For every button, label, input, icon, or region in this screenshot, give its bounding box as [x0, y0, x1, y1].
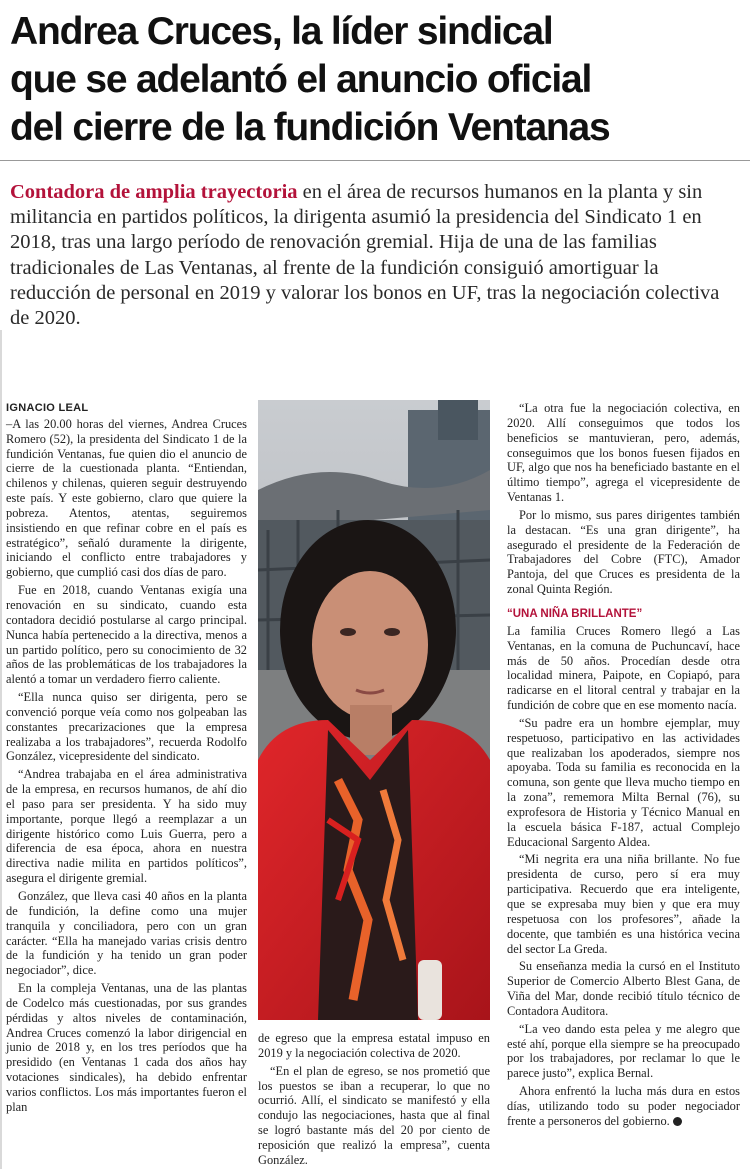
section-subhead: “UNA NIÑA BRILLANTE” [507, 607, 643, 620]
body-paragraph-final [507, 1084, 740, 1129]
body-paragraph: “Ella nunca quiso ser dirigenta, pero se convenció porque veía como nos golpeaban las constantes precarizaciones que la empresa realizaba a los trabajadores”, recuerda Rodolfo González, vicepresidente del sindicato. [6, 690, 247, 764]
page-edge [0, 330, 2, 1169]
header-divider [0, 160, 750, 161]
portrait-image [258, 400, 490, 1020]
byline: IGNACIO LEAL [6, 402, 89, 414]
body-paragraph: –A las 20.00 horas del viernes, Andrea Cruces Romero (52), la presidenta del Sindicato 1 de la fundición Ventanas, fue quien dio el anuncio de cierre de la cuestionada planta. “Entiendan, chilenos y chilenas, quieren seguir destruyendo este país. Y este gobierno, claro que quiere la pobreza. Atentos, atentas, seguiremos insistiendo en que refinar cobre en el país es estratégico”, señaló duramente la dirigente, iniciando el conflicto entre trabajadores y gobierno, que cumplió casi dos días de paro. [6, 416, 247, 580]
body-paragraph: En la compleja Ventanas, una de las plantas de Codelco más cuestionadas, por sus grandes pérdidas y altos niveles de contaminación, Andrea Cruces comenzó la labor dirigencial en junio de 2018 y, en los tres períodos que ha presidido (en Ventanas 1 cada dos años hay votaciones sindicales), ha debido enfrentar varios conflictos. Los más importantes fueron el plan [6, 981, 247, 1114]
column-2 [258, 1031, 490, 1171]
column-1 [6, 401, 247, 1118]
body-paragraph: “Su padre era un hombre ejemplar, muy respetuoso, participativo en las actividades que realizaban los apoderados, siempre nos apoyaba. Toda su familia es reconocida en la comuna, son gente que lleva mucho tiempo en la zona”, rememora Milta Bernal (76), su exprofesora de Historia y Técnico Manual en la escuela básica F-187, actual Complejo Educacional Sargento Aldea. [507, 715, 740, 849]
column-3 [507, 401, 740, 1132]
lead-kicker: Contadora de amplia trayectoria [10, 181, 298, 203]
final-text: Ahora enfrentó la lucha más dura en estos días, utilizando todo su poder negociador frente a personeros del gobierno. [507, 1084, 740, 1128]
body-paragraph: “En el plan de egreso, se nos prometió que los puestos se iban a recuperar, lo que no ocurrió. Allí, el sindicato se manifestó y ella condujo las negociaciones, hasta que al final se logró bastante más del 20 por ciento de reposición que realizó la empresa”, cuenta González. [258, 1063, 490, 1167]
portrait-photo [258, 400, 490, 1020]
end-of-article-icon [673, 1117, 682, 1126]
body-paragraph: “Mi negrita era una niña brillante. No fue presidenta de curso, pero sí era muy participativa. Recuerdo que era inteligente, que se expresaba muy bien y que era muy respetuosa con los profesores”, añade la docente, que también es una histórica vecina del sector La Greda. [507, 852, 740, 956]
lead-body: en el área de recursos humanos en la planta y sin militancia en partidos políticos, la dirigenta asumió la presidencia del Sindicato 1 en 2018, tras una largo período de renovación gremial. Hija de una de las familias tradicionales de Las Ventanas, al frente de la fundición consiguió amortiguar la reducción de personal en 2019 y valorar los bonos en UF, tras la negociación colectiva de 2020. [10, 181, 720, 330]
body-paragraph: La familia Cruces Romero llegó a Las Ventanas, en la comuna de Puchuncaví, hace más de 50 años. Procedían desde otra localidad minera, Paipote, en Copiapó, para radicarse en el litoral central y trabajar en la fundición de cobre que en ese momento nacía. [507, 623, 740, 713]
body-paragraph: “La veo dando esta pelea y me alegro que esté ahí, porque ella siempre se ha preocupado por los trabajadores, por reclamar lo que le parece justo”, explica Bernal. [507, 1021, 740, 1081]
body-paragraph: González, que lleva casi 40 años en la planta de fundición, la define como una mujer tranquila y conciliadora, pero con un gran carácter. “Ella ha manejado varias crisis dentro de la fundición y ha tenido un gran poder negociador”, dice. [6, 889, 247, 978]
body-paragraph: Por lo mismo, sus pares dirigentes también la destacan. “Es una gran dirigente”, ha asegurado el presidente de la Federación de Trabajadores del Cobre (FTC), Amador Pantoja, del que Cruces es presidenta de la zonal Quinta Región. [507, 507, 740, 597]
lead-paragraph [10, 180, 736, 331]
body-paragraph: Fue en 2018, cuando Ventanas exigía una renovación en su sindicato, cuando esta contadora decidió postularse al cargo principal. Nunca había pertenecido a la directiva, menos a un partido político, pero su conocimiento de 32 años de las problemáticas de los trabajadores la alentó a tomar un verdadero fierro caliente. [6, 583, 247, 687]
headline: Andrea Cruces, la líder sindical que se adelantó el anuncio oficial del cierre de la fundición Ventanas [10, 10, 610, 149]
body-paragraph: “La otra fue la negociación colectiva, en 2020. Allí conseguimos que todos los beneficios se mantuvieran, pero, además, conseguimos que los bonos fuesen fijados en UF, algo que nos ha beneficiado bastante en el último tiempo”, agrega el vicepresidente de Ventanas 1. [507, 401, 740, 505]
body-paragraph: Su enseñanza media la cursó en el Instituto Superior de Comercio Alberto Blest Gana, de Viña del Mar, donde recibió título técnico de Contadora Auditora. [507, 959, 740, 1018]
body-paragraph: de egreso que la empresa estatal impuso en 2019 y la negociación colectiva de 2020. [258, 1031, 490, 1060]
body-paragraph: “Andrea trabajaba en el área administrativa de la empresa, en recursos humanos, de ahí dio el paso para ser presidenta. Y ha sido muy importante, porque llegó a reemplazar a un dirigente histórico como Luis Guerra, pero a diferencia de esa época, ahora en nuestra directiva nadie milita en partidos políticos”, asegura el dirigente gremial. [6, 767, 247, 886]
